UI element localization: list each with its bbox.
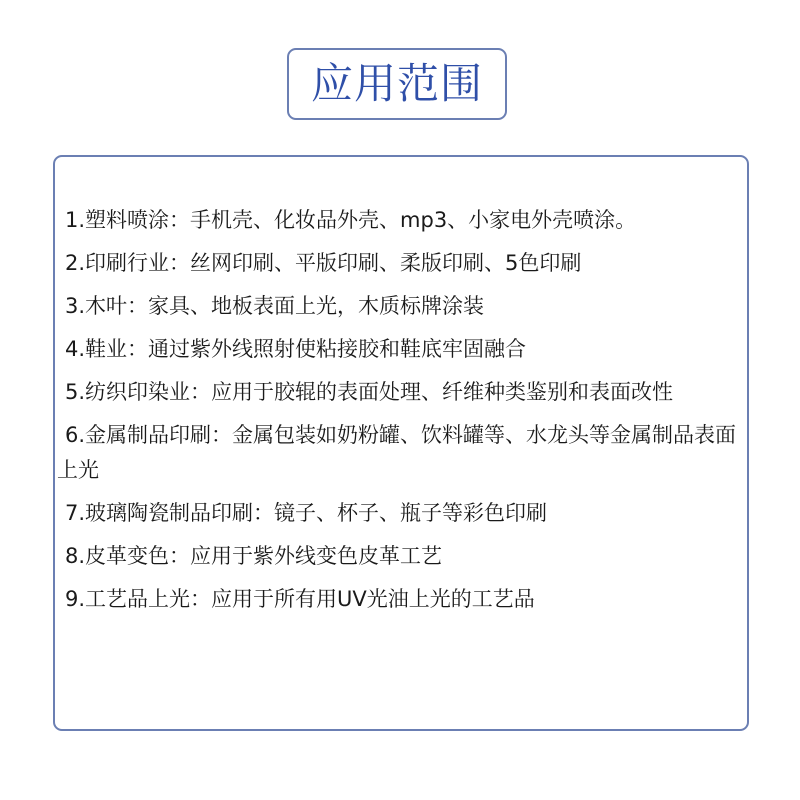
list-item: 4.鞋业：通过紫外线照射使粘接胶和鞋底牢固融合 [65,337,527,361]
list-item: 2.印刷行业：丝网印刷、平版印刷、柔版印刷、5色印刷 [65,251,582,275]
list-item: 1.塑料喷涂：手机壳、化妆品外壳、mp3、小家电外壳喷涂。 [65,208,637,232]
list-item: 5.纺织印染业：应用于胶辊的表面处理、纤维种类鉴别和表面改性 [65,380,674,404]
content-box [53,155,749,731]
application-list [57,203,743,625]
list-item: 3.木叶：家具、地板表面上光，木质标牌涂装 [65,294,485,318]
list-item: 7.玻璃陶瓷制品印刷：镜子、杯子、瓶子等彩色印刷 [65,501,548,525]
page-title: 应用范围 [310,59,483,108]
list-item: 6.金属制品印刷：金属包装如奶粉罐、饮料罐等、水龙头等金属制品表面上光 [57,423,737,482]
title-box [287,48,507,120]
list-item: 9.工艺品上光：应用于所有用UV光油上光的工艺品 [65,587,535,611]
list-item: 8.皮革变色：应用于紫外线变色皮革工艺 [65,544,443,568]
